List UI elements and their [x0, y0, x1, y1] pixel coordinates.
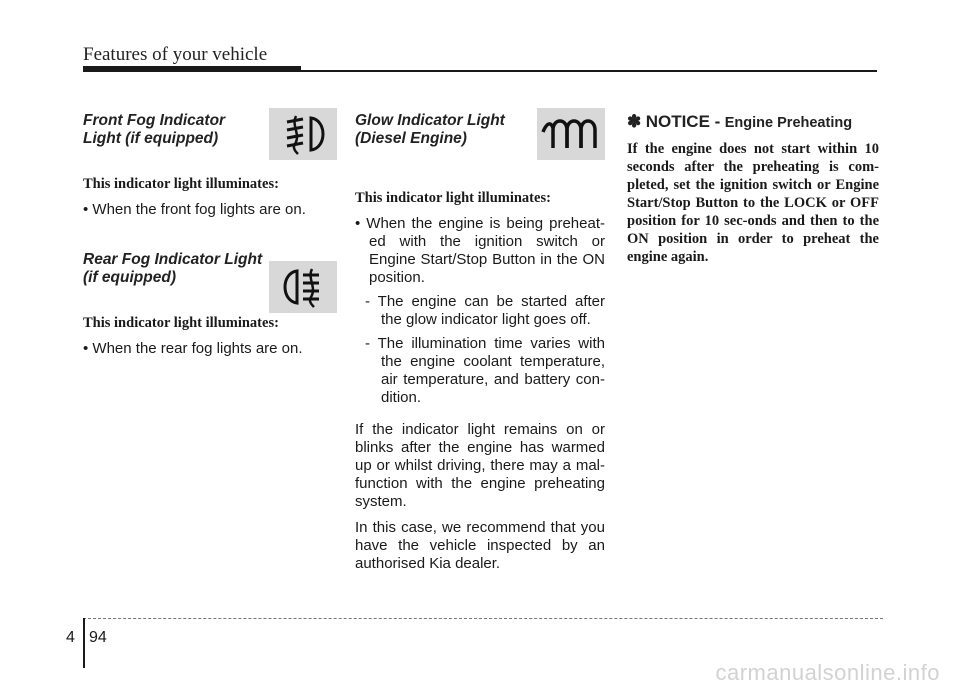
notice-subtitle: Engine Preheating — [724, 115, 853, 131]
glow-sub-item: - The illumination time varies with the engine coolant temperature, air temperature, and battery con-dition. — [365, 335, 605, 406]
glow-heading — [355, 108, 605, 184]
rear-fog-heading — [83, 247, 337, 309]
column-fog-lights — [83, 108, 337, 364]
column-notice — [627, 108, 879, 266]
column-glow-indicator — [355, 108, 605, 581]
footer-divider — [83, 618, 85, 668]
chapter-number: 4 — [66, 629, 75, 646]
notice-symbol: ✽ — [627, 112, 642, 131]
front-fog-bullet: • When the front fog lights are on. — [83, 201, 306, 218]
rear-fog-lead: This indicator light illuminates: — [83, 315, 279, 331]
header-rule-thin — [301, 70, 877, 72]
glow-bullet: • When the engine is being preheat-ed with the ignition switch or Engine Start/Stop Button in the ON position. — [355, 215, 605, 286]
front-fog-title: Front Fog Indicator Light (if equipped) — [83, 112, 226, 147]
watermark: carmanualsonline.info — [715, 660, 940, 685]
glow-sub-item: - The engine can be started after the glow indicator light goes off. — [365, 293, 605, 328]
front-fog-icon — [269, 108, 337, 160]
footer-rule — [83, 618, 883, 619]
glow-paragraph: If the indicator light remains on or blinks after the engine has warmed up or whilst driving, there may a mal-function with the engine preheating system. — [355, 421, 605, 510]
notice-body: If the engine does not start within 10 seconds after the preheating is com-pleted, set the ignition switch or Engine Start/Stop Button to the LOCK or OFF position for 10 sec-onds and then to the ON position in order to preheat the engine again. — [627, 141, 879, 265]
page-number: 94 — [89, 629, 107, 646]
header-rule-thick — [83, 66, 301, 72]
rear-fog-icon — [269, 261, 337, 313]
notice-heading — [627, 112, 879, 132]
glow-lead: This indicator light illuminates: — [355, 190, 551, 206]
front-fog-heading — [83, 108, 337, 170]
glow-paragraph: In this case, we recommend that you have the vehicle inspected by an authorised Kia dealer. — [355, 519, 605, 572]
glow-title: Glow Indicator Light (Diesel Engine) — [355, 112, 505, 147]
rear-fog-bullet: • When the rear fog lights are on. — [83, 340, 303, 357]
page-header-title: Features of your vehicle — [83, 44, 268, 65]
rear-fog-title: Rear Fog Indicator Light (if equipped) — [83, 251, 263, 286]
notice-label: NOTICE - — [645, 112, 721, 131]
front-fog-lead: This indicator light illuminates: — [83, 176, 279, 192]
glow-plug-icon — [537, 108, 605, 160]
